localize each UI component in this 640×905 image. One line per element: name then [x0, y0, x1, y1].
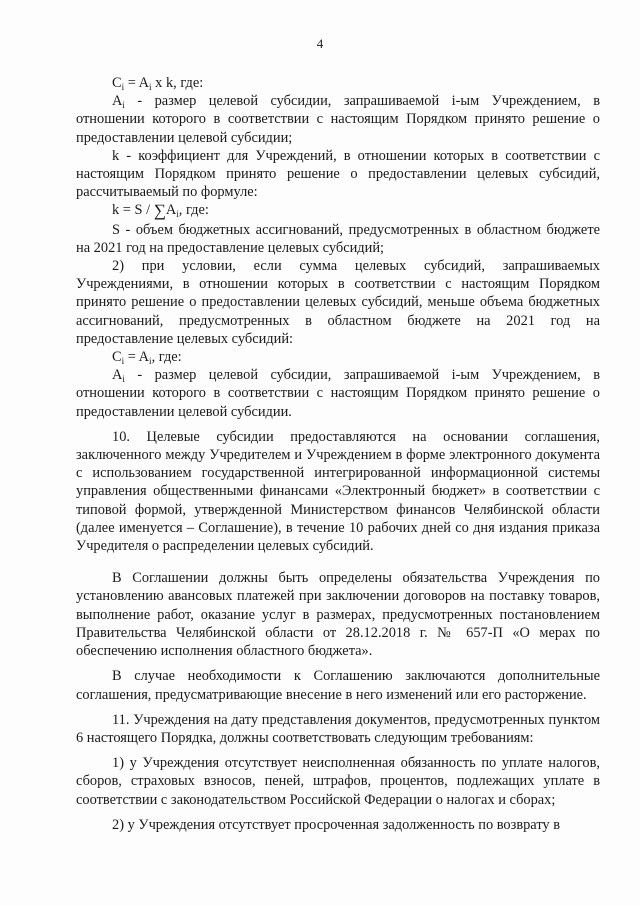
- clause-10: 10. Целевые субсидии предоставляются на основании соглашения, заключенного между Учредителем и Учреждением в форме электронного документа с использованием государственной интегрированной информационной системы управления общественными финансами «Электронный бюджет» в соответствии с типовой формой, утвержденной Министерством финансов Челябинской области (далее именуется – Соглашение), в течение 10 рабочих дней со дня издания приказа Учредителя о распределении целевых субсидий.: [76, 428, 600, 555]
- clause-10-agreement: В Соглашении должны быть определены обязательства Учреждения по установлению авансовых платежей при заключении договоров на поставку товаров, выполнение работ, оказание услуг в размерах, предусмотренных постановлением Правительства Челябинской области от 28.12.2018 г. № 657-П «О мерах по обеспечению исполнения областного бюджета».: [76, 570, 600, 660]
- requirement-2: 2) у Учреждения отсутствует просроченная задолженность по возврату в: [112, 816, 561, 833]
- formula-k: $k = S / \sum A_i$, где:: [112, 201, 209, 221]
- condition-2: 2) при условии, если сумма целевых субсидий, запрашиваемых Учреждениями, в отношении которых в соответствии с настоящим Порядком принято решение о предоставлении целевых субсидий, меньше объема бюджетных ассигнований, предусмотренных в областном бюджете на 2021 год на предоставление целевых субсидий:: [76, 258, 600, 347]
- formula-ci-equal: $C_i = A_i$, где:: [112, 349, 182, 367]
- definition-ai: $A_i$ - размер целевой субсидии, запрашиваемой i-ым Учреждением, в отношении которого в соответствии с настоящим Порядком принято решение о предоставлении целевой субсидии;: [76, 93, 600, 146]
- definition-k: k - коэффициент для Учреждений, в отношении которых в соответствии с настоящим Порядком принято решение о предоставлении целевых субсидий, рассчитываемый по формуле:: [76, 147, 600, 201]
- definition-s: S - объем бюджетных ассигнований, предусмотренных в областном бюджете на 2021 год на предоставление целевых субсидий;: [76, 221, 600, 256]
- clause-10-amendments: В случае необходимости к Соглашению заключаются дополнительные соглашения, предусматривающие внесение в него изменений или его расторжение.: [76, 668, 600, 703]
- definition-ai-2: $A_i$ - размер целевой субсидии, запрашиваемой i-ым Учреждением, в отношении которого в соответствии с настоящим Порядком принято решение о предоставлении целевой субсидии.: [76, 367, 600, 420]
- document-body: [76, 74, 600, 834]
- formula-ci-product: $C_i = A_i$ x k, где:: [112, 75, 204, 92]
- clause-11: 11. Учреждения на дату представления документов, предусмотренных пунктом 6 настоящего Порядка, должны соответствовать следующим требованиям:: [76, 711, 600, 746]
- page-number: 4: [316, 36, 324, 51]
- requirement-1: 1) у Учреждения отсутствует неисполненная обязанность по уплате налогов, сборов, страховых взносов, пеней, штрафов, процентов, подлежащих уплате в соответствии с законодательством Российской Федерации о налогах и сборах;: [76, 755, 600, 808]
